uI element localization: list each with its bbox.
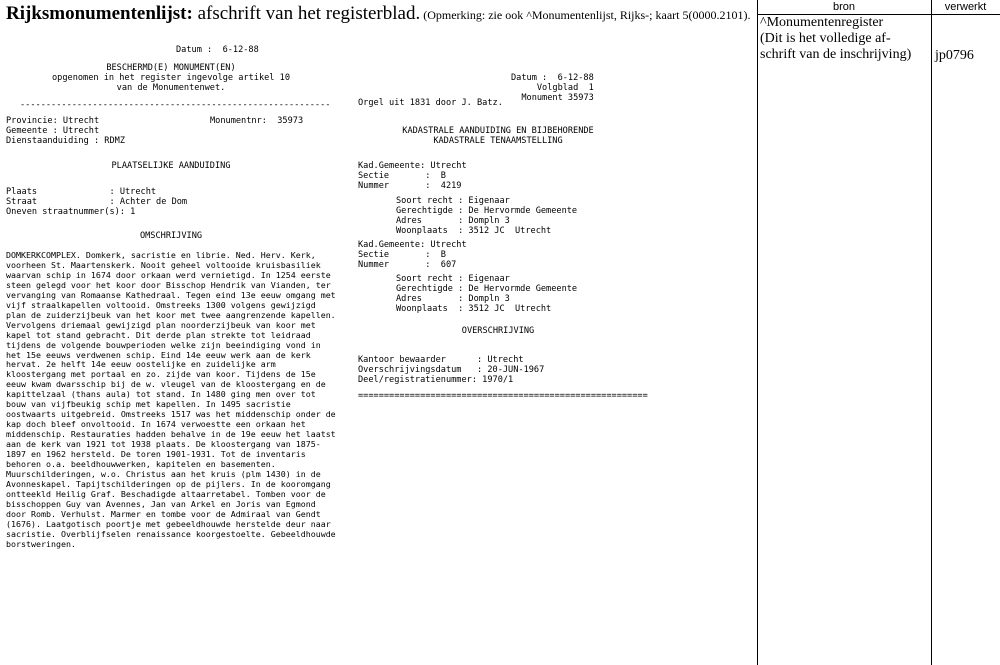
- column-divider-verwerkt: [931, 0, 932, 665]
- gemeente: Gemeente : Utrecht: [6, 126, 100, 136]
- overschrijving-block: Kantoor bewaarder : Utrecht Overschrijvingsdatum : 20-JUN-1967 Deel/registratienummer: 1970/1: [358, 355, 545, 385]
- provincie: Provincie: Utrecht: [6, 116, 100, 126]
- verwerkt-text: jp0796: [935, 48, 974, 63]
- left-separator: ------------------------------------------------------------: [20, 100, 331, 110]
- parcel2-head: Kad.Gemeente: Utrecht Sectie : B Nummer : 607: [358, 240, 467, 270]
- column-header-verwerkt: verwerkt: [944, 1, 987, 13]
- orgel-line: Orgel uit 1831 door J. Batz.: [358, 98, 503, 108]
- parcel2-detail: Soort recht : Eigenaar Gerechtigde : De Hervormde Gemeente Adres : Dompln 3 Woonplaats : 3512 JC Utrecht: [396, 274, 578, 314]
- plaats-heading: PLAATSELIJKE AANDUIDING: [111, 161, 231, 171]
- dienstaanduiding: Dienstaanduiding : RDMZ: [6, 136, 125, 146]
- page-title: [6, 3, 750, 25]
- right-separator: ========================================================: [358, 391, 648, 401]
- monumentnr: Monumentnr: 35973: [210, 116, 304, 126]
- left-header: BESCHERMD(E) MONUMENT(EN) opgenomen in het register ingevolge artikel 10 van de Monumentenwet.: [52, 63, 290, 93]
- column-header-bron: bron: [832, 1, 856, 13]
- overschrijving-heading: OVERSCHRIJVING: [461, 326, 535, 336]
- column-divider-bron: [757, 0, 758, 665]
- plaats-block: Plaats : Utrecht Straat : Achter de Dom Oneven straatnummer(s): 1: [6, 187, 188, 217]
- title-main: Rijksmonumentenlijst:: [6, 3, 193, 24]
- title-note: (Opmerking: zie ook ^Monumentenlijst, Rijks-; kaart 5(0000.2101).: [420, 8, 751, 22]
- kadastrale-heading: KADASTRALE AANDUIDING EN BIJBEHORENDE KADASTRALE TENAAMSTELLING: [402, 126, 594, 146]
- omschrijving-text: DOMKERKCOMPLEX. Domkerk, sacristie en librie. Ned. Herv. Kerk, voorheen St. Maartenskerk. Nooit geheel voltooide kruisbasiliek waarvan schip in 1674 door orkaan werd vernietigd. In 1254 eerste steen gelegd voor het koor door Bisschop Hendrik van Vianden, ter vervanging van Romaanse Kathedraal. Tegen eind 13e eeuw omgang met vijf straalkapellen voltooid. Omstreeks 1300 volgens gewijzigd plan de zuiderzijbeuk van het koor met twee aangrenzende kapellen. Vervolgens driemaal gewijzigd plan noorderzijbeuk van koor met kapel tot stand gebracht. Dit derde plan strekte tot leidraad tijdens de volgende bouwperioden welke zijn beeindiging vond in het 15e eeuws verdwenen schip. Eind 14e eeuw werk aan de kerk hervat. 2e helft 14e eeuw oostelijke en zuidelijke arm kloostergang met portaal en zo. zijde van koor. Tijdens de 15e eeuw kwam dwarsschip bij de w. vleugel van de kloostergang en de kapittelzaal (thans aula) tot stand. In 1480 ging men over tot bouw van vijfbeukig schip met kapellen. In 1495 sacristie oostwaarts uitgebreid. Omstreeks 1517 was het middenschip onder de kap doch bleef onvoltooid. In 1674 verwoestte een orkaan het middenschip. Restauraties hadden behalve in de 19e eeuw het laatst aan de kerk van 1921 tot 1938 plaats. De kloostergang van 1875-1897 en 1962 hersteld. De toren 1901-1931. Tot de inventaris behoren o.a. beeldhouwwerken, kapitelen en basementen. Muurschilderingen, w.o. Christus aan het kruis (plm 1430) in de Avonneskapel. Tapijtschilderingen op de pijlers. In de kooromgang ontteekld Heilig Graf. Beschadigde altaarretabel. Tomben voor de bisschoppen Guy van Avennes, Jan van Arkel en Joris van Egmond door Romb. Verhulst. Marmer en tombe voor de Admiraal van Gendt (1676). Laatgotisch poortje met gebeeldhouwde herstelde deur naar sacristie. Overblijfselen renaissance koorgestoelte. Gebeeldhouwde borstweringen.: [6, 250, 336, 549]
- left-datum: Datum : 6-12-88: [176, 45, 259, 55]
- title-sub: afschrift van het registerblad.: [192, 3, 421, 24]
- omschrijving-heading: OMSCHRIJVING: [139, 231, 203, 241]
- parcel1-head: Kad.Gemeente: Utrecht Sectie : B Nummer : 4219: [358, 161, 467, 191]
- parcel1-detail: Soort recht : Eigenaar Gerechtigde : De Hervormde Gemeente Adres : Dompln 3 Woonplaats : 3512 JC Utrecht: [396, 196, 578, 236]
- right-datum-block: Datum : 6-12-88 Volgblad 1 Monument 35973: [511, 73, 594, 103]
- bron-text: ^Monumentenregister (Dit is het volledige af- schrift van de inschrijving): [760, 15, 912, 62]
